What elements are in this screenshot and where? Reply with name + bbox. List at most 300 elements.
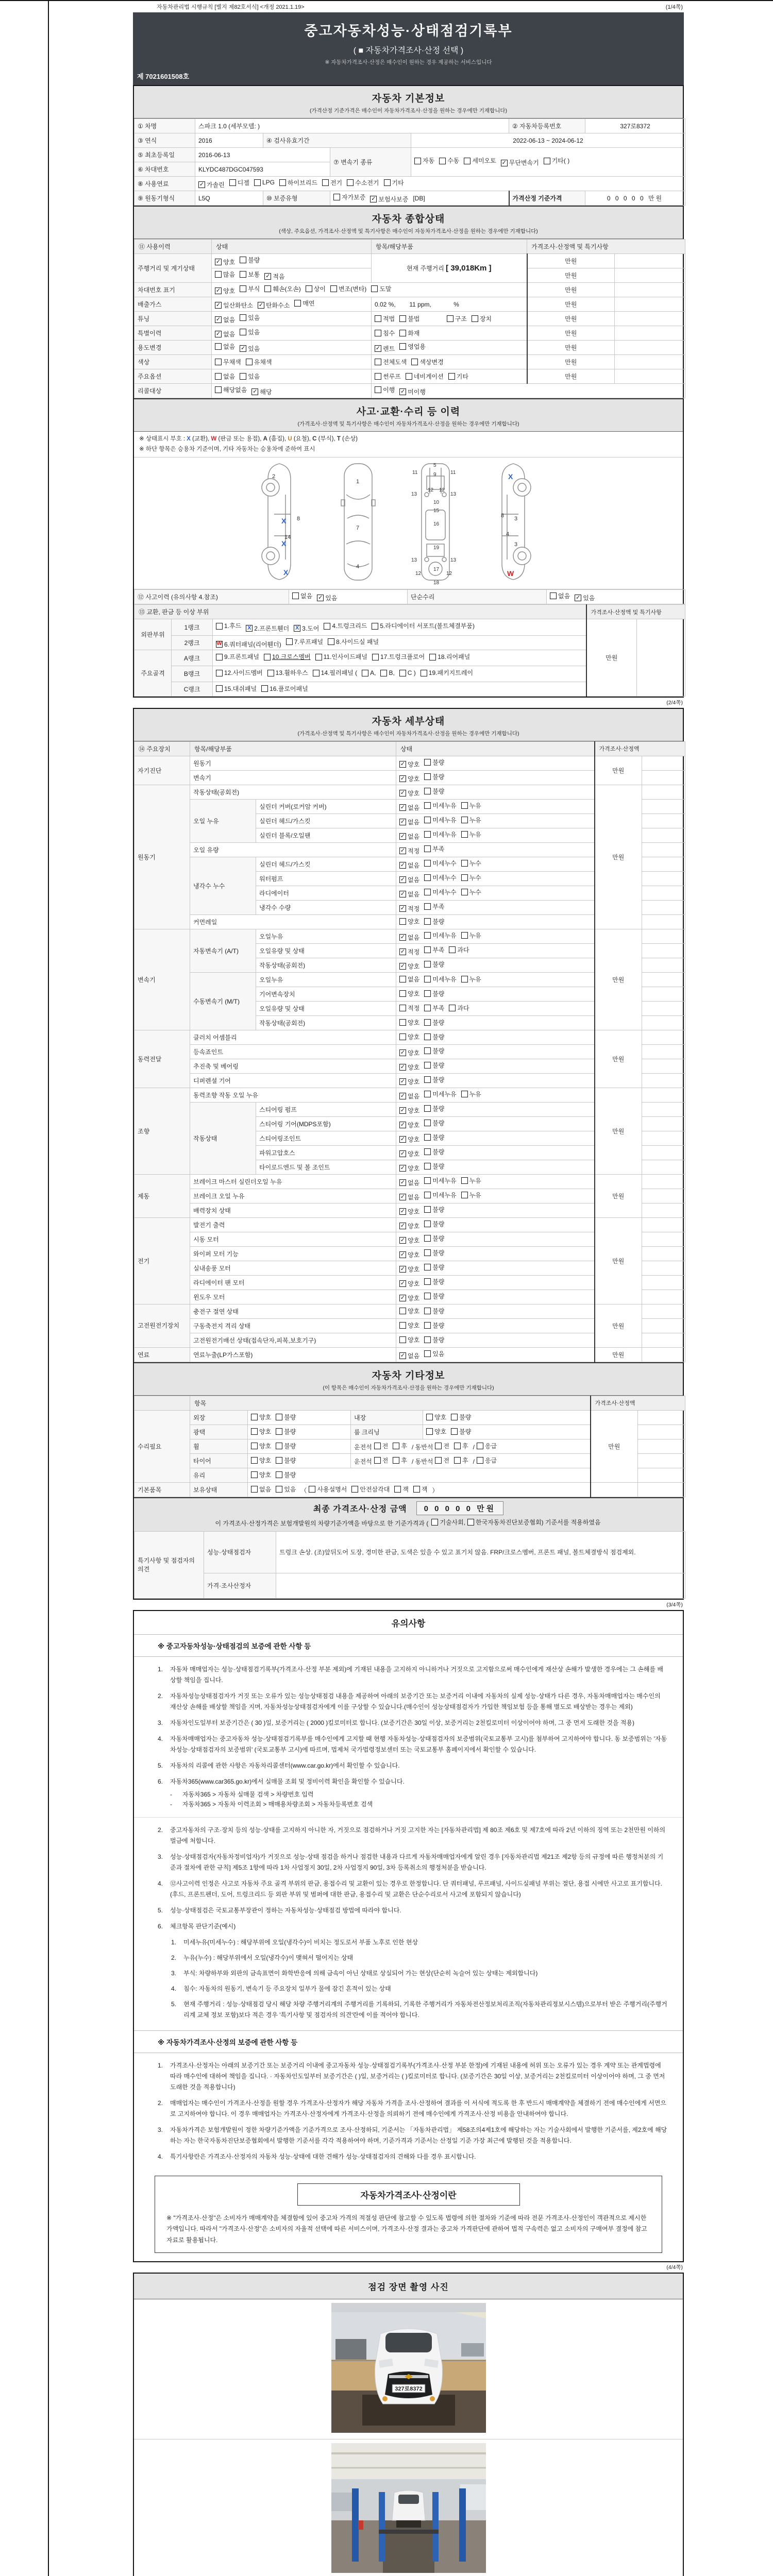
checkbox-option[interactable] [399, 917, 419, 926]
checkbox-option[interactable] [439, 155, 459, 167]
checkbox-icon[interactable] [424, 1206, 431, 1213]
checkbox-option[interactable] [399, 1121, 419, 1129]
checkbox-option[interactable] [424, 859, 456, 868]
checkbox-option[interactable] [424, 1004, 444, 1012]
checkbox-icon[interactable] [399, 990, 406, 997]
checkbox-option[interactable] [276, 1470, 296, 1479]
checkbox-icon[interactable] [424, 932, 431, 939]
checkbox-icon[interactable] [424, 1235, 431, 1242]
checkbox-icon[interactable] [426, 1428, 433, 1435]
checkbox-icon[interactable] [292, 592, 299, 599]
checkbox-option[interactable] [399, 1135, 419, 1144]
checkbox-icon[interactable] [399, 918, 406, 925]
checkbox-option[interactable] [279, 178, 317, 187]
checkbox-option[interactable] [215, 286, 235, 295]
checkbox-option[interactable] [251, 1442, 271, 1450]
checkbox-option[interactable] [429, 651, 470, 663]
checkbox-option[interactable] [414, 155, 434, 167]
checkbox-option[interactable] [424, 1205, 444, 1214]
checkbox-icon[interactable] [464, 158, 470, 164]
checkbox-option[interactable] [215, 301, 253, 310]
checkbox-option[interactable] [424, 873, 456, 882]
checkbox-option[interactable] [399, 1351, 419, 1360]
checkbox-icon[interactable] [276, 1428, 282, 1435]
checkbox-option[interactable] [399, 1335, 419, 1344]
checkbox-option[interactable] [246, 358, 272, 366]
checkbox-option[interactable] [198, 180, 225, 189]
checkbox-option[interactable] [424, 1018, 444, 1027]
checkbox-icon[interactable] [424, 759, 431, 766]
checkbox-icon[interactable] [215, 343, 222, 350]
checkbox-icon[interactable] [461, 817, 468, 823]
checkbox-icon[interactable] [461, 1192, 468, 1198]
checkbox-icon[interactable] [461, 889, 468, 895]
checkbox-option[interactable] [399, 1018, 419, 1027]
checkbox-icon[interactable] [251, 1486, 258, 1493]
checkbox-icon[interactable] [424, 1047, 431, 1054]
checkbox-icon[interactable] [424, 1005, 431, 1011]
checkbox-option[interactable] [424, 975, 456, 984]
checkbox-option[interactable] [424, 1248, 444, 1257]
checkbox-icon[interactable] [240, 345, 246, 352]
checkbox-icon[interactable] [424, 1062, 431, 1069]
checkbox-icon[interactable] [286, 638, 293, 645]
checkbox-icon[interactable] [384, 179, 391, 186]
checkbox-icon[interactable] [394, 1486, 401, 1493]
checkbox-icon[interactable] [216, 685, 223, 692]
checkbox-icon[interactable] [477, 1443, 483, 1449]
checkbox-option[interactable] [347, 178, 379, 187]
checkbox-icon[interactable] [276, 1486, 282, 1493]
checkbox-option[interactable] [294, 623, 319, 635]
checkbox-icon[interactable] [451, 1428, 458, 1435]
checkbox-option[interactable] [461, 816, 481, 824]
checkbox-option[interactable] [424, 1133, 444, 1142]
checkbox-icon[interactable] [375, 373, 381, 380]
checkbox-icon[interactable] [333, 194, 340, 200]
checkbox-option[interactable] [399, 818, 419, 826]
checkbox-option[interactable] [454, 1442, 468, 1450]
checkbox-option[interactable] [267, 667, 308, 679]
checkbox-option[interactable] [371, 284, 391, 293]
checkbox-icon[interactable] [424, 845, 431, 852]
checkbox-icon[interactable] [294, 300, 301, 307]
checkbox-option[interactable] [399, 1106, 419, 1115]
checkbox-icon[interactable] [251, 1443, 258, 1449]
checkbox-icon[interactable] [215, 316, 222, 323]
checkbox-option[interactable] [375, 329, 395, 337]
checkbox-option[interactable] [375, 314, 395, 323]
checkbox-icon[interactable] [477, 1457, 483, 1464]
checkbox-option[interactable] [461, 859, 481, 868]
checkbox-option[interactable] [399, 1207, 419, 1216]
checkbox-icon[interactable] [198, 181, 205, 188]
checkbox-option[interactable] [399, 803, 419, 812]
checkbox-option[interactable] [399, 667, 416, 679]
checkbox-icon[interactable] [362, 670, 368, 676]
checkbox-icon[interactable] [399, 819, 406, 825]
checkbox-option[interactable] [374, 1442, 389, 1450]
checkbox-option[interactable] [251, 1427, 271, 1436]
checkbox-icon[interactable] [424, 990, 431, 997]
checkbox-icon[interactable] [399, 670, 406, 676]
checkbox-icon[interactable] [424, 1091, 431, 1097]
checkbox-option[interactable] [399, 904, 419, 913]
checkbox-option[interactable] [328, 637, 379, 646]
checkbox-icon[interactable] [426, 1414, 433, 1420]
checkbox-option[interactable] [399, 1092, 419, 1100]
checkbox-option[interactable] [424, 787, 444, 795]
checkbox-icon[interactable] [313, 670, 320, 676]
checkbox-icon[interactable] [371, 285, 378, 292]
checkbox-option[interactable] [370, 195, 408, 204]
checkbox-icon[interactable] [351, 1486, 358, 1493]
checkbox-option[interactable] [399, 774, 419, 783]
checkbox-option[interactable] [375, 344, 395, 353]
checkbox-option[interactable] [393, 1442, 407, 1450]
checkbox-option[interactable] [435, 1456, 449, 1465]
checkbox-option[interactable] [251, 1413, 271, 1421]
checkbox-option[interactable] [372, 651, 425, 663]
checkbox-icon[interactable] [424, 1033, 431, 1040]
checkbox-icon[interactable] [399, 388, 406, 395]
checkbox-icon[interactable] [240, 271, 246, 278]
checkbox-icon[interactable] [501, 160, 508, 166]
checkbox-option[interactable] [411, 358, 443, 366]
checkbox-icon[interactable] [399, 976, 406, 982]
checkbox-icon[interactable] [215, 386, 222, 393]
checkbox-icon[interactable] [461, 932, 468, 939]
checkbox-icon[interactable] [399, 934, 406, 941]
checkbox-option[interactable] [424, 1335, 444, 1344]
checkbox-option[interactable] [399, 832, 419, 841]
checkbox-option[interactable] [424, 816, 456, 824]
checkbox-icon[interactable] [399, 315, 406, 322]
checkbox-icon[interactable] [424, 918, 431, 925]
checkbox-option[interactable] [306, 284, 326, 293]
checkbox-option[interactable] [451, 1427, 471, 1436]
checkbox-icon[interactable] [317, 595, 324, 601]
checkbox-option[interactable] [399, 1250, 419, 1259]
checkbox-icon[interactable] [347, 179, 354, 186]
checkbox-option[interactable] [399, 989, 419, 998]
checkbox-icon[interactable] [251, 1414, 258, 1420]
checkbox-icon[interactable] [399, 1179, 406, 1186]
checkbox-option[interactable] [286, 637, 323, 646]
checkbox-icon[interactable] [424, 1336, 431, 1343]
checkbox-icon[interactable] [380, 670, 387, 676]
checkbox-option[interactable] [215, 258, 235, 266]
checkbox-option[interactable] [424, 758, 444, 767]
checkbox-icon[interactable] [399, 1093, 406, 1099]
checkbox-icon[interactable] [424, 1076, 431, 1083]
checkbox-option[interactable] [424, 1061, 444, 1070]
checkbox-option[interactable] [464, 155, 496, 167]
checkbox-option[interactable] [399, 1178, 419, 1187]
checkbox-icon[interactable] [424, 788, 431, 794]
checkbox-option[interactable] [240, 284, 260, 293]
checkbox-option[interactable] [501, 157, 539, 169]
checkbox-icon[interactable] [330, 285, 337, 292]
checkbox-option[interactable] [424, 1234, 444, 1243]
checkbox-icon[interactable] [424, 961, 431, 968]
checkbox-option[interactable] [424, 960, 444, 969]
checkbox-icon[interactable] [424, 946, 431, 953]
checkbox-option[interactable] [424, 1032, 444, 1041]
checkbox-icon[interactable] [399, 891, 406, 897]
checkbox-icon[interactable] [251, 1471, 258, 1478]
checkbox-option[interactable] [322, 178, 342, 187]
checkbox-icon[interactable] [322, 179, 329, 186]
checkbox-icon[interactable] [215, 331, 222, 337]
checkbox-icon[interactable] [414, 158, 421, 164]
checkbox-icon[interactable] [550, 592, 557, 599]
checkbox-option[interactable] [264, 272, 284, 281]
checkbox-option[interactable] [317, 594, 337, 602]
checkbox-option[interactable] [424, 1147, 444, 1156]
checkbox-option[interactable] [229, 178, 249, 187]
checkbox-icon[interactable] [399, 1208, 406, 1215]
checkbox-icon[interactable] [454, 1443, 461, 1449]
checkbox-icon[interactable] [374, 1443, 381, 1449]
checkbox-icon[interactable] [374, 1457, 381, 1464]
checkbox-option[interactable] [461, 830, 481, 839]
checkbox-option[interactable] [399, 1164, 419, 1173]
checkbox-icon[interactable] [264, 273, 271, 280]
checkbox-option[interactable] [399, 1307, 419, 1315]
checkbox-option[interactable] [424, 1349, 444, 1358]
checkbox-icon[interactable] [372, 623, 378, 630]
checkbox-icon[interactable] [309, 1486, 315, 1493]
checkbox-option[interactable] [449, 1004, 469, 1012]
checkbox-option[interactable] [461, 801, 481, 810]
checkbox-option[interactable] [240, 372, 260, 381]
checkbox-option[interactable] [399, 933, 419, 942]
checkbox-icon[interactable] [424, 1105, 431, 1112]
checkbox-option[interactable] [448, 372, 468, 381]
checkbox-option[interactable] [461, 888, 481, 896]
checkbox-icon[interactable] [424, 817, 431, 823]
checkbox-option[interactable] [424, 1104, 444, 1113]
checkbox-icon[interactable] [429, 654, 436, 660]
checkbox-icon[interactable] [240, 257, 246, 263]
checkbox-icon[interactable] [424, 874, 431, 881]
checkbox-option[interactable] [215, 270, 235, 279]
checkbox-icon[interactable] [424, 831, 431, 838]
checkbox-option[interactable] [216, 684, 257, 693]
checkbox-icon[interactable] [472, 315, 478, 322]
checkbox-icon[interactable] [448, 373, 455, 380]
checkbox-option[interactable] [421, 667, 473, 679]
checkbox-option[interactable] [461, 1191, 481, 1199]
checkbox-icon[interactable] [424, 1163, 431, 1170]
checkbox-option[interactable] [399, 1236, 419, 1245]
checkbox-icon[interactable] [306, 285, 312, 292]
checkbox-option[interactable] [544, 155, 570, 167]
checkbox-option[interactable] [435, 1442, 449, 1450]
checkbox-icon[interactable] [461, 874, 468, 881]
checkbox-icon[interactable] [424, 802, 431, 809]
checkbox-icon[interactable] [421, 670, 427, 676]
checkbox-option[interactable] [399, 1004, 419, 1012]
checkbox-icon[interactable] [399, 862, 406, 869]
checkbox-option[interactable] [240, 328, 260, 336]
checkbox-icon[interactable] [439, 158, 446, 164]
checkbox-icon[interactable] [399, 963, 406, 970]
checkbox-icon[interactable] [372, 654, 379, 660]
checkbox-option[interactable] [399, 875, 419, 884]
checkbox-icon[interactable] [424, 1134, 431, 1141]
checkbox-option[interactable] [372, 620, 475, 632]
checkbox-option[interactable] [451, 1413, 471, 1421]
checkbox-option[interactable] [424, 1191, 456, 1199]
checkbox-icon[interactable] [324, 623, 330, 630]
checkbox-option[interactable] [426, 1413, 446, 1421]
checkbox-option[interactable] [424, 1176, 456, 1185]
checkbox-option[interactable] [399, 342, 426, 351]
checkbox-option[interactable] [424, 801, 456, 810]
checkbox-icon[interactable] [276, 1414, 282, 1420]
checkbox-icon[interactable] [454, 1457, 461, 1464]
checkbox-option[interactable] [424, 772, 444, 781]
checkbox-icon[interactable] [406, 373, 412, 380]
checkbox-option[interactable] [324, 620, 367, 632]
checkbox-option[interactable] [424, 1292, 444, 1300]
checkbox-option[interactable] [384, 178, 404, 187]
checkbox-icon[interactable] [375, 359, 381, 365]
checkbox-icon[interactable] [399, 1078, 406, 1085]
checkbox-option[interactable] [424, 1307, 444, 1315]
checkbox-option[interactable] [362, 667, 376, 679]
checkbox-icon[interactable] [461, 831, 468, 838]
checkbox-option[interactable] [393, 1456, 407, 1465]
checkbox-option[interactable] [424, 844, 444, 853]
checkbox-icon[interactable] [424, 773, 431, 780]
checkbox-icon[interactable] [399, 1223, 406, 1229]
checkbox-option[interactable] [461, 931, 481, 940]
checkbox-icon[interactable] [424, 1264, 431, 1270]
checkbox-option[interactable] [424, 1090, 456, 1098]
checkbox-option[interactable] [380, 667, 394, 679]
checkbox-icon[interactable] [399, 948, 406, 955]
checkbox-icon[interactable] [240, 373, 246, 380]
checkbox-option[interactable] [399, 314, 419, 323]
checkbox-option[interactable] [351, 1485, 390, 1494]
checkbox-option[interactable] [375, 358, 407, 366]
checkbox-option[interactable] [251, 387, 272, 396]
checkbox-option[interactable] [375, 372, 401, 381]
checkbox-icon[interactable] [424, 1293, 431, 1299]
checkbox-option[interactable] [477, 1456, 497, 1465]
checkbox-icon[interactable] [375, 386, 381, 393]
checkbox-icon[interactable] [279, 179, 286, 186]
checkbox-option[interactable] [424, 1321, 444, 1330]
checkbox-option[interactable] [264, 651, 311, 663]
checkbox-icon[interactable] [399, 1194, 406, 1200]
checkbox-icon[interactable] [399, 1266, 406, 1273]
checkbox-icon[interactable] [370, 196, 377, 202]
checkbox-icon[interactable] [424, 1322, 431, 1329]
checkbox-icon[interactable] [240, 329, 246, 335]
checkbox-icon[interactable] [264, 654, 271, 660]
checkbox-icon[interactable] [399, 1295, 406, 1301]
checkbox-option[interactable] [294, 299, 314, 308]
checkbox-icon[interactable] [435, 1443, 442, 1449]
checkbox-icon[interactable] [399, 330, 406, 336]
checkbox-icon[interactable] [399, 1251, 406, 1258]
checkbox-icon[interactable] [424, 1278, 431, 1285]
checkbox-option[interactable] [276, 1413, 296, 1421]
checkbox-option[interactable] [424, 1046, 444, 1055]
checkbox-icon[interactable] [215, 373, 222, 380]
checkbox-option[interactable] [461, 873, 481, 882]
checkbox-option[interactable] [215, 358, 241, 366]
checkbox-option[interactable] [276, 1485, 296, 1494]
checkbox-icon[interactable] [264, 285, 271, 292]
checkbox-icon[interactable] [424, 1308, 431, 1314]
checkbox-icon[interactable] [399, 1308, 406, 1314]
checkbox-icon[interactable] [424, 976, 431, 982]
checkbox-option[interactable] [454, 1456, 468, 1465]
checkbox-option[interactable] [431, 1518, 465, 1527]
checkbox-option[interactable] [424, 931, 456, 940]
checkbox-icon[interactable] [229, 179, 236, 186]
checkbox-option[interactable] [424, 1162, 444, 1171]
checkbox-icon[interactable] [240, 314, 246, 321]
checkbox-icon[interactable] [375, 330, 381, 336]
checkbox-icon[interactable] [393, 1443, 399, 1449]
checkbox-icon[interactable] [575, 595, 581, 601]
checkbox-icon[interactable] [449, 946, 456, 953]
checkbox-icon[interactable] [435, 1457, 442, 1464]
checkbox-icon[interactable] [467, 1519, 474, 1526]
checkbox-icon[interactable] [399, 1107, 406, 1114]
checkbox-icon[interactable] [276, 1471, 282, 1478]
checkbox-option[interactable] [399, 1294, 419, 1302]
checkbox-option[interactable] [424, 989, 444, 998]
checkbox-option[interactable] [477, 1442, 497, 1450]
checkbox-icon[interactable] [399, 804, 406, 811]
checkbox-icon[interactable] [399, 761, 406, 768]
checkbox-icon[interactable] [399, 1136, 406, 1143]
checkbox-option[interactable] [215, 385, 247, 394]
checkbox-option[interactable] [240, 270, 260, 279]
checkbox-option[interactable] [216, 620, 241, 632]
checkbox-icon[interactable] [399, 1122, 406, 1128]
checkbox-icon[interactable] [399, 1280, 406, 1287]
checkbox-icon[interactable] [399, 1033, 406, 1040]
checkbox-icon[interactable] [424, 1350, 431, 1357]
checkbox-icon[interactable] [424, 1249, 431, 1256]
checkbox-option[interactable] [215, 330, 235, 338]
checkbox-icon[interactable] [424, 1221, 431, 1227]
checkbox-icon[interactable] [261, 685, 268, 692]
checkbox-icon[interactable] [315, 654, 322, 660]
checkbox-option[interactable] [315, 651, 367, 663]
checkbox-option[interactable] [424, 888, 456, 896]
checkbox-option[interactable] [246, 623, 289, 635]
checkbox-icon[interactable] [399, 1352, 406, 1359]
checkbox-icon[interactable] [399, 1165, 406, 1172]
checkbox-option[interactable] [399, 789, 419, 798]
checkbox-option[interactable] [399, 329, 419, 337]
checkbox-icon[interactable] [294, 625, 300, 632]
checkbox-option[interactable] [375, 385, 395, 394]
checkbox-icon[interactable] [375, 345, 381, 352]
checkbox-option[interactable] [424, 917, 444, 926]
checkbox-option[interactable] [449, 945, 469, 954]
checkbox-icon[interactable] [399, 1336, 406, 1343]
